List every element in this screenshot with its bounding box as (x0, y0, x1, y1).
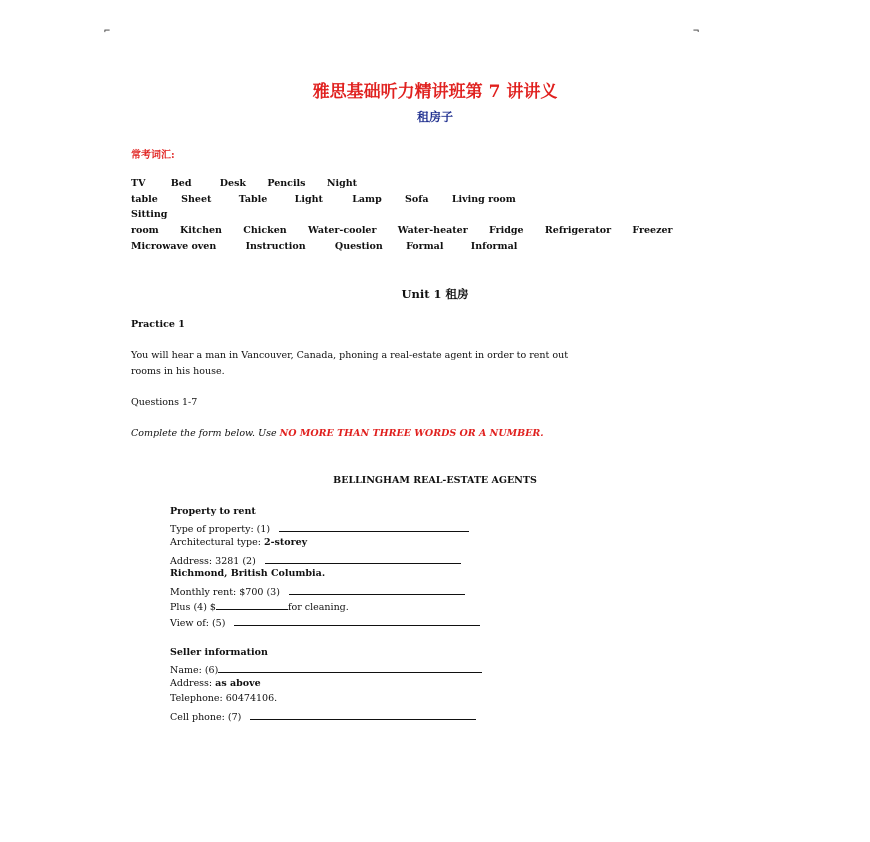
vocab-word: Table (238, 194, 268, 205)
vocab-word: Sheet (181, 194, 212, 205)
vocab-line-4 (131, 225, 673, 236)
form-title: BELLINGHAM REAL-ESTATE AGENTS (333, 475, 537, 486)
monthly-rent-row (170, 584, 465, 598)
cell-phone-label: Cell phone: (7) (170, 712, 242, 723)
architectural-type-row (170, 537, 307, 548)
unit-title: Unit 1 租房 (401, 287, 469, 301)
vocab-word: Fridge (489, 225, 524, 236)
seller-address-row (170, 678, 261, 689)
vocab-word: Pencils (267, 178, 306, 189)
monthly-rent-label: Monthly rent: $700 (3) (170, 587, 280, 598)
instruction-word-limit: NO MORE THAN THREE WORDS OR A NUMBER. (279, 428, 544, 439)
vocab-word: Informal (470, 241, 518, 252)
instruction (131, 428, 544, 439)
vocab-word: Kitchen (180, 225, 222, 236)
seller-address-label: Address: (170, 678, 216, 689)
plus-cleaning-row (170, 599, 349, 613)
page-subtitle: 租房子 (416, 110, 453, 124)
vocab-word: Instruction (245, 241, 306, 252)
vocab-word: Question (334, 241, 383, 252)
corner-mark-left: ⌐ (104, 26, 111, 37)
vocab-word: Light (294, 194, 323, 205)
vocab-word: Night (326, 178, 358, 189)
view-of-label: View of: (5) (170, 618, 226, 629)
type-of-property-row (170, 521, 469, 535)
vocab-line-3 (131, 209, 167, 220)
plus-suffix: for cleaning. (287, 602, 349, 613)
answer-blank-1[interactable] (279, 521, 469, 532)
vocab-word: Lamp (352, 194, 382, 205)
vocab-word: Sitting (131, 209, 168, 220)
view-of-row (170, 615, 480, 629)
instruction-text: Complete the form below. Use (131, 428, 280, 439)
seller-heading: Seller information (170, 647, 268, 658)
vocab-word: Sofa (405, 194, 429, 205)
page-title: 雅思基础听力精讲班第 7 讲讲义 (312, 82, 558, 102)
answer-blank-4[interactable] (216, 599, 288, 610)
vocab-word: Freezer (632, 225, 673, 236)
vocab-word: Living room (451, 194, 516, 205)
practice-heading: Practice 1 (131, 319, 185, 330)
vocab-word: Desk (219, 178, 247, 189)
seller-name-row (170, 662, 482, 676)
vocab-word: Chicken (243, 225, 287, 236)
vocab-line-1 (131, 178, 357, 189)
corner-mark-right: ¬ (693, 26, 700, 37)
practice-intro-line-1: You will hear a man in Vancouver, Canada, phoning a real-estate agent in order to rent out (131, 350, 569, 361)
answer-blank-6[interactable] (218, 662, 482, 673)
vocab-line-5 (131, 241, 517, 252)
vocab-word: room (131, 225, 159, 236)
vocab-word: Bed (170, 178, 192, 189)
address-row (170, 553, 461, 567)
vocab-word: Formal (406, 241, 444, 252)
vocab-word: Refrigerator (544, 225, 612, 236)
practice-intro-line-2: rooms in his house. (131, 366, 225, 377)
vocab-word: TV (131, 178, 146, 189)
vocab-label: 常考词汇: (131, 150, 175, 161)
answer-blank-5[interactable] (234, 615, 480, 626)
vocab-word: Water-cooler (307, 225, 377, 236)
answer-blank-7[interactable] (250, 709, 476, 720)
seller-name-label: Name: (6) (170, 665, 219, 676)
plus-label: Plus (4) $ (170, 602, 216, 613)
architectural-type-label: Architectural type: (170, 537, 264, 548)
answer-blank-2[interactable] (265, 553, 461, 564)
vocab-line-2 (131, 194, 516, 205)
cell-phone-row (170, 709, 476, 723)
questions-range: Questions 1-7 (131, 397, 198, 408)
address-label: Address: 3281 (2) (170, 556, 256, 567)
answer-blank-3[interactable] (289, 584, 465, 595)
vocab-word: Microwave oven (131, 241, 217, 252)
vocab-word: table (131, 194, 158, 205)
vocab-word: Water-heater (397, 225, 468, 236)
architectural-type-value: 2-storey (263, 537, 308, 548)
address-city: Richmond, British Columbia. (170, 568, 326, 579)
seller-address-value: as above (215, 678, 261, 689)
type-of-property-label: Type of property: (1) (170, 524, 271, 535)
property-heading: Property to rent (170, 506, 256, 517)
telephone-row: Telephone: 60474106. (170, 693, 278, 704)
